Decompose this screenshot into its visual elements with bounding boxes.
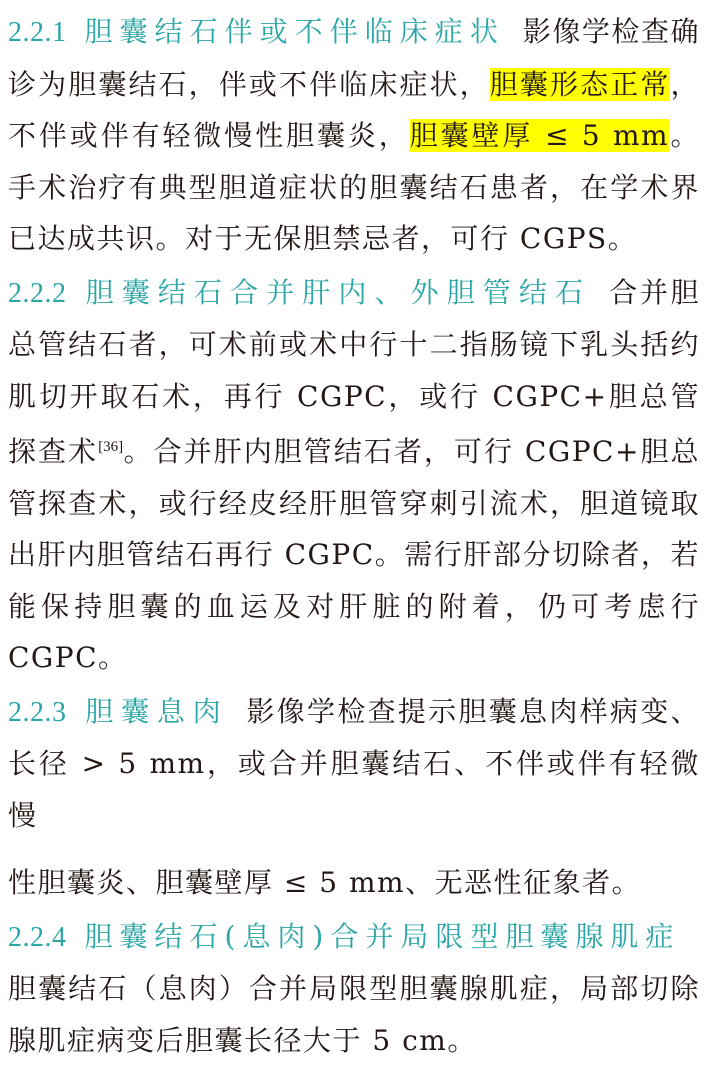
highlighted-text: 胆囊壁厚 ≤ 5 mm xyxy=(410,119,669,152)
document-page xyxy=(8,6,700,1066)
body-text: 影像学检查提示胆囊息肉样病变、长径 > 5 mm，或合并胆囊结石、不伴或伴有轻微慢 xyxy=(8,695,700,832)
section-number: 2.2.3 xyxy=(8,697,67,728)
section-heading: 胆囊结石合并肝内、外胆管结石 xyxy=(85,276,592,309)
section-2-2-4 xyxy=(8,911,700,1066)
body-text: 。合并肝内胆管结石者，可行 CGPC+胆总管探查术，或行经皮经肝胆管穿刺引流术，胆道镜取出肝内胆管结石再行 CGPC。需行肝部分切除者，若能保持胆囊的血运及对肝脏的附着，仍可考虑行 CGPC。 xyxy=(8,435,700,674)
citation-marker: [36] xyxy=(98,439,123,455)
highlighted-text: 胆囊形态正常 xyxy=(490,68,671,101)
section-number: 2.2.1 xyxy=(8,17,67,48)
line-gap xyxy=(8,841,700,857)
section-2-2-1 xyxy=(8,6,700,265)
section-heading: 胆囊结石伴或不伴临床症状 xyxy=(85,15,505,48)
body-text: 影像学检查确诊为胆囊结石，伴或不伴临床症状， xyxy=(8,15,700,101)
body-text: 。手术治疗有典型胆道症状的胆囊结石患者，在学术界已达成共识。对于无保胆禁忌者，可行 CGPS。 xyxy=(8,119,700,255)
body-text: 性胆囊炎、胆囊壁厚 ≤ 5 mm、无恶性征象者。 xyxy=(8,866,641,899)
section-number: 2.2.2 xyxy=(8,278,67,309)
section-heading: 胆囊息肉 xyxy=(85,695,229,728)
section-heading: 胆囊结石(息肉)合并局限型胆囊腺肌症 xyxy=(85,920,681,953)
body-text: ，不伴或伴有轻微慢性胆囊炎， xyxy=(8,68,700,153)
section-2-2-3 xyxy=(8,686,700,909)
body-text: 胆囊结石（息肉）合并局限型胆囊腺肌症，局部切除腺肌症病变后胆囊长径大于 5 cm。 xyxy=(8,972,700,1057)
section-number: 2.2.4 xyxy=(8,922,67,953)
section-2-2-2 xyxy=(8,267,700,684)
body-text: 合并胆总管结石者，可术前或术中行十二指肠镜下乳头括约肌切开取石术，再行 CGPC，或行 CGPC+胆总管探查术 xyxy=(8,276,700,469)
